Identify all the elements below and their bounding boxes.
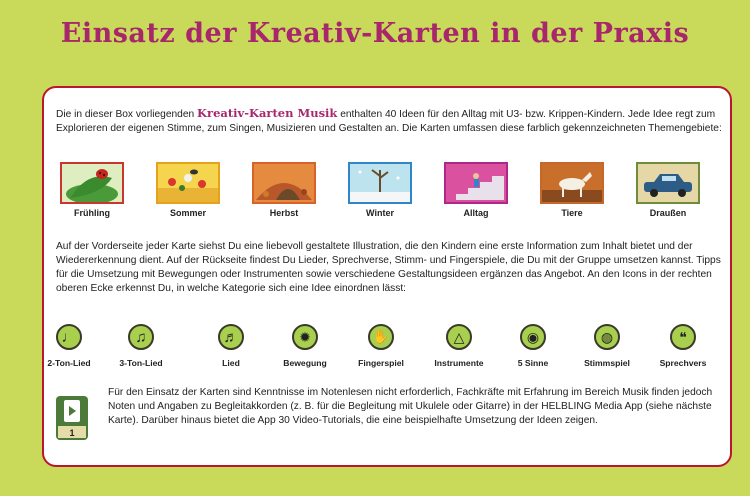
winter-illustration: [348, 162, 412, 204]
theme-label: Sommer: [169, 208, 206, 218]
category-label: Stimmspiel: [584, 358, 630, 368]
phone-app-icon: [56, 396, 88, 440]
two-note-icon: ♩: [56, 324, 82, 350]
description-text: Auf der Vorderseite jeder Karte siehst Du eine liebevoll gestaltete Illustration, die den Kindern eine erste Information zum Inhalt bietet und der Wiedererkennung dient. Auf der Rückseite findest Du Lieder, Sprechverse, Stimm- und Fingerspiele, die Du mit der Gruppe umsetzen kannst. Tipps für die Umsetzung mit Bewegungen oder Instrumenten sowie verschiedene Gestaltungsideen ergänzen das Angebot. An den Icons in der rechten oberen Ecke erkennst Du, in welche Kategorie sich eine Idee einordnen lässt:: [56, 241, 721, 294]
autumn-illustration: [252, 162, 316, 204]
category-label: 2-Ton-Lied: [47, 358, 91, 368]
theme-label: Winter: [366, 208, 394, 218]
song-icon: ♬: [218, 324, 244, 350]
theme-animals: [538, 162, 606, 218]
intro-text: [56, 106, 724, 136]
intro-after: enthalten 40 Ideen für den Alltag mit U3- bzw. Krippen-Kindern. Jede Idee regt zum Explorieren der eigenen Stimme, zum Singen, Musizieren und Gestalten an. Die Karten umfassen diese farblich gekennzeichneten Themengebiete:: [56, 109, 722, 134]
theme-winter: [346, 162, 414, 218]
spring-illustration: [60, 162, 124, 204]
everyday-illustration: [444, 162, 508, 204]
theme-label: Draußen: [649, 208, 687, 218]
category-5-sinne: [498, 324, 568, 368]
category-icons: [44, 324, 734, 374]
theme-spring: [58, 162, 126, 218]
category-lied: [196, 324, 266, 368]
category-label: Sprechvers: [659, 358, 707, 368]
speech-icon: ❝: [670, 324, 696, 350]
category-label: Bewegung: [283, 358, 327, 368]
outdoor-illustration: [636, 162, 700, 204]
category-label: Lied: [222, 358, 240, 368]
theme-outdoor: [634, 162, 702, 218]
three-note-icon: ♫: [128, 324, 154, 350]
theme-label: Frühling: [74, 208, 110, 218]
theme-label: Herbst: [269, 208, 299, 218]
page-title: Einsatz der Kreativ-Karten in der Praxis: [60, 18, 690, 49]
category-label: Instrumente: [434, 358, 484, 368]
app-info-text: Für den Einsatz der Karten sind Kenntnisse im Notenlesen nicht erforderlich, Fachkräfte mit Erfahrung im Bereich Musik finden jedoch Noten und Angaben zu Begleitakkorden (z. B. für die Begleitung mit Ukulele oder Gitarre) in der HELBLING Media App (siehe nächste Karte). Darüber hinaus bietet die App 30 Video-Tutorials, die eine beispielhafte Umsetzung der Ideen zeigen.: [108, 387, 713, 426]
category-fingerspiel: [346, 324, 416, 368]
content-card: [42, 86, 732, 467]
theme-label: Tiere: [561, 208, 583, 218]
category-bewegung: [270, 324, 340, 368]
category-stimmspiel: [572, 324, 642, 368]
movement-icon: ✹: [292, 324, 318, 350]
senses-icon: ◉: [520, 324, 546, 350]
brand-name: Kreativ-Karten Musik: [197, 106, 338, 120]
triangle-icon: △: [446, 324, 472, 350]
category-3-ton-lied: [106, 324, 176, 368]
theme-everyday: [442, 162, 510, 218]
animals-illustration: [540, 162, 604, 204]
intro-before: Die in dieser Box vorliegenden: [56, 109, 198, 120]
voice-icon: ◍: [594, 324, 620, 350]
theme-autumn: [250, 162, 318, 218]
category-sprechvers: [648, 324, 718, 368]
category-label: 5 Sinne: [517, 358, 549, 368]
theme-label: Alltag: [463, 208, 489, 218]
app-badge-number: 1: [69, 428, 75, 438]
hand-icon: ✋: [368, 324, 394, 350]
category-label: 3-Ton-Lied: [119, 358, 163, 368]
category-2-ton-lied: [34, 324, 104, 368]
summer-illustration: [156, 162, 220, 204]
category-label: Fingerspiel: [358, 358, 404, 368]
theme-summer: [154, 162, 222, 218]
theme-row: [58, 162, 718, 222]
category-instrumente: [424, 324, 494, 368]
